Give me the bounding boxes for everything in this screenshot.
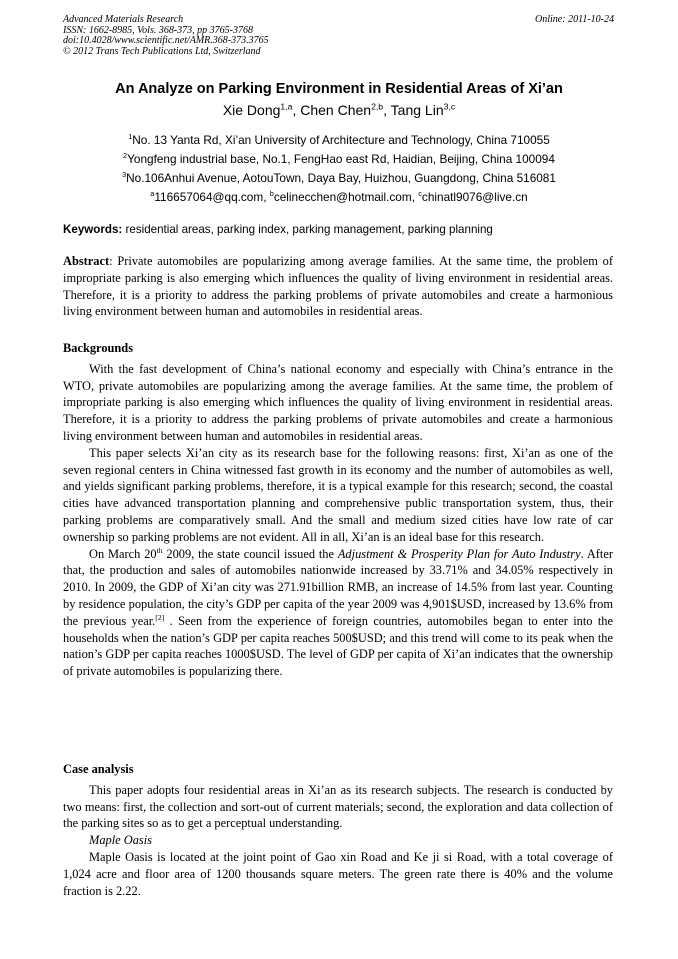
author-sup: 1,a: [280, 101, 293, 112]
copyright-line: © 2012 Trans Tech Publications Ltd, Switzerland: [63, 45, 261, 57]
affiliation-sup: 1: [128, 132, 133, 142]
abstract: [63, 253, 613, 320]
affiliation-text: No.106Anhui Avenue, AotouTown, Daya Bay, Huizhou, Guangdong, China 516081: [126, 171, 556, 185]
paragraph: Maple Oasis is located at the joint point of Gao xin Road and Ke ji si Road, with a total coverage of 1,024 acre and floor area of 1200 thousands square meters. The green rate there is 40% and the volume fraction is 2.22.: [63, 849, 613, 898]
email-address: 116657064@qq.com: [154, 190, 264, 204]
journal-header: [63, 15, 269, 57]
doi-line: doi:10.4028/www.scientific.net/AMR.368-373.3765: [63, 35, 269, 46]
section-heading: Backgrounds: [63, 341, 134, 355]
email-address: celinecchen@hotmail.com: [273, 190, 412, 204]
citation-ref: [2]: [155, 612, 165, 622]
affiliation-1: [0, 133, 678, 147]
email-sup: c: [418, 189, 422, 199]
section-case-analysis: [63, 761, 613, 899]
email-sup: a: [150, 189, 155, 199]
text-run: On March 20: [89, 546, 157, 561]
affiliation-sup: 3: [122, 170, 127, 180]
text-run: . After that, the production and sales of automobiles nationwide increased by 33.71% and 34.05% respectively in 2010. In 2009, the GDP of Xi’an city was 271.91billion RMB, an increase of 14.5% from last year. Counting by residence population, the city’s GDP per capita of the year 2009 was 4,901$USD, increased by 13.6% from the previous year.: [63, 546, 613, 628]
text-run: . Seen from the experience of foreign countries, automobiles began to enter into the households when the nation’s GDP per capita reaches 500$USD; and this trend will come to its peak when the nation’s GDP per capita reaches 1000$USD. The level of GDP per capita of Xi’an indicates that the ownership of private automobiles is popularizing there.: [63, 613, 613, 679]
paragraph: [63, 546, 613, 680]
keywords-text: residential areas, parking index, parking management, parking planning: [125, 223, 493, 236]
journal-name: Advanced Materials Research: [63, 14, 184, 25]
email-sup: b: [269, 189, 274, 199]
plan-title: Adjustment & Prosperity Plan for Auto Industry: [337, 546, 581, 561]
paragraph: This paper adopts four residential areas in Xi’an as its research subjects. The research is conducted by two means: first, the collection and sort-out of current materials; second, the exploration and data collection of the parking sites so as to get a perceptual understanding.: [63, 782, 613, 831]
email-list: $^a$116657064@qq.com, $^b$celinecchen@hotmail.com, $^c$chinatl9076@live.cn: [150, 189, 528, 204]
keywords: [63, 223, 493, 236]
paper-title: An Analyze on Parking Environment in Residential Areas of Xi’an: [115, 81, 563, 97]
author-sup: 3,c: [443, 101, 456, 112]
section-backgrounds: [63, 340, 613, 680]
affiliation-text: Yongfeng industrial base, No.1, FengHao east Rd, Haidian, Beijing, China 100094: [127, 152, 555, 166]
author-name: Xie Dong: [222, 102, 281, 118]
subsection-heading: Maple Oasis: [89, 833, 152, 848]
affiliation-2: [0, 152, 678, 166]
affiliation-sup: 2: [123, 151, 128, 161]
affiliation-text: No. 13 Yanta Rd, Xi’an University of Architecture and Technology, China 710055: [132, 133, 550, 147]
section-heading: Case analysis: [63, 762, 134, 776]
email-address: chinatl9076@live.cn: [421, 190, 528, 204]
paragraph: With the fast development of China’s national economy and especially with China’s entrance in the WTO, private automobiles are popularizing among the average families. At the same time, the problem of impropriate parking is also emerging which influences the quality of living environment in residential areas. Therefore, it is a priority to address the parking problems of private automobiles and create a harmonious living environment between human and automobiles in residential areas.: [63, 361, 613, 443]
affiliation-3: [0, 171, 678, 185]
author-list: Xie Dong$^{1,a}$, Chen Chen$^{2,b}$, Tang Lin$^{3,c}$: [222, 101, 456, 118]
issn-line: ISSN: 1662-8985, Vols. 368-373, pp 3765-3768: [63, 24, 253, 36]
paragraph: This paper selects Xi’an city as its research base for the following reasons: first, Xi’an as one of the seven regional centers in China witnessed fast growth in its economy and the number of automobiles as well, and yields significant parking problems, therefore, it is a typical example for this research; second, the coastal cities have advanced transportation planning and comprehensive public transportation system, thus, their parking problems are comparatively small. And the small and medium sized cities have low rate of car ownership so parking problems are not evident. All in all, Xi’an is an ideal base for this research.: [63, 445, 613, 544]
online-date: Online: 2011-10-24: [535, 14, 614, 25]
keywords-label: Keywords:: [63, 223, 123, 236]
text-run: 2009, the state council issued the: [162, 546, 338, 561]
abstract-text: : Private automobiles are popularizing among average families. At the same time, the problem of impropriate parking is also emerging which influences the quality of living environment in residential areas. Therefore, it is a priority to address the parking problems of private automobiles and create a harmonious living environment between human and automobiles in residential areas.: [63, 254, 613, 319]
author-name: Chen Chen: [300, 102, 372, 118]
author-name: Tang Lin: [390, 102, 444, 118]
author-sup: 2,b: [371, 101, 384, 112]
abstract-label: Abstract: [63, 254, 110, 268]
superscript: th: [156, 545, 163, 555]
